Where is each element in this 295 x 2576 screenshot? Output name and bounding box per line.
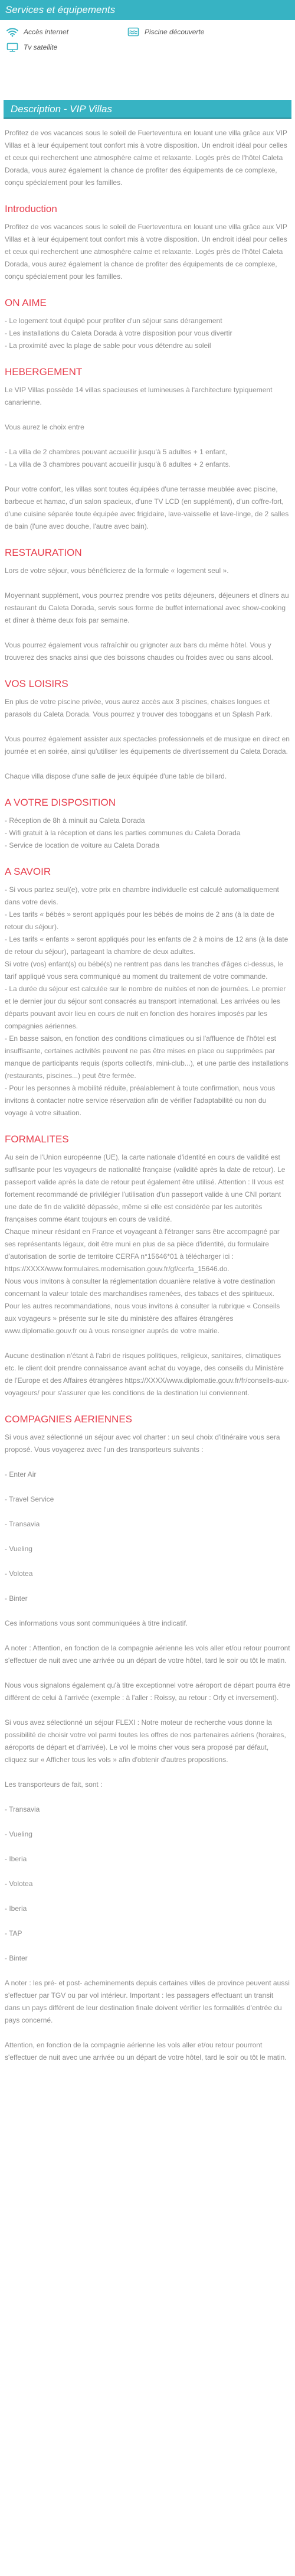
service-item-tv: [6, 41, 127, 54]
paragraph: Si votre (vos) enfant(s) ou bébé(s) ne rentrent pas dans les tranches d'âges ci-dessus, le tarif appliqué vous sera communiqué au moment du traitement de votre commande.: [5, 960, 283, 981]
carrier-list-item: - Enter Air: [5, 1470, 37, 1478]
description-summary: Profitez de vos vacances sous le soleil de Fuerteventura en louant une villa grâce aux VIP Villas et à leur équipement tout confort mis à votre disposition. Un endroit idéal pour celles et ceux qui recherchent une atmosphère calme et relaxante. Logés près de l'hôtel Caleta Dorada, vous aurez également la chance de profiter des équipements de ce complexe, conçu spécialement pour les familles.: [5, 129, 287, 187]
paragraph: Le VIP Villas possède 14 villas spacieuses et lumineuses à l'architecture typiquement canarienne.: [5, 386, 273, 406]
section-heading-introduction: Introduction: [5, 203, 57, 214]
section-heading-restauration: RESTAURATION: [5, 547, 82, 558]
carrier-list-item: - Iberia: [5, 1855, 27, 1863]
services-header: [0, 0, 295, 20]
list-item: - En basse saison, en fonction des conditions climatiques ou si l'affluence de l'hôtel est insuffisante, certaines activités peuvent ne pas être mises en place ou supprimées par manque de participants requis (sports collectifs, mini-club...), et une partie des installations (restaurants, piscines...) peut être fermée.: [5, 1034, 289, 1080]
paragraph: Attention, en fonction de la compagnie aérienne les vols aller et/ou retour pourront s'effectuer de nuit avec une arrivée ou un départ de votre hôtel, tard le soir ou tôt le matin.: [5, 2041, 287, 2062]
service-item-internet: [6, 25, 127, 38]
section-on-aime: [5, 296, 290, 352]
cerfa-url-text: https://XXXX/www.formulaires.modernisation.gouv.fr/gf/cerfa_15646.do.: [5, 1265, 230, 1273]
service-label-tv: Tv satellite: [24, 43, 58, 51]
list-item: - Les installations du Caleta Dorada à votre disposition pour vous divertir: [5, 329, 232, 337]
section-heading-vos-loisirs: VOS LOISIRS: [5, 678, 68, 689]
section-hebergement: [5, 365, 290, 533]
carrier-list-item: - Vueling: [5, 1830, 32, 1838]
paragraph: Moyennant supplément, vous pourrez prendre vos petits déjeuners, déjeuners et dîners au restaurant du Caleta Dorada, servis sous forme de buffet international avec show-cooking et dîner à thème deux fois par semaine.: [5, 591, 289, 624]
list-item: - La villa de 3 chambres pouvant accueillir jusqu'à 6 adultes + 2 enfants.: [5, 460, 231, 468]
paragraph: Si vous avez sélectionné un séjour FLEXI : Notre moteur de recherche vous donne la possibilité de choisir votre vol parmi toutes les offres de nos partenaires aériens (horaires, aéroports de départ et d'arrivée). Le vol le moins cher vous sera proposé par défaut, cliquez sur « Afficher tous les vols » afin d'obtenir d'autres propositions.: [5, 1718, 286, 1764]
paragraph: Ces informations vous sont communiquées à titre indicatif.: [5, 1619, 188, 1627]
paragraph: Nous vous signalons également qu'à titre exceptionnel votre aéroport de départ pourra être différent de celui à l'arrivée (exemple : à l'aller : Roissy, au retour : Orly et inversement).: [5, 1681, 290, 1702]
list-item: - Si vous partez seul(e), votre prix en chambre individuelle est calculé automatiquement dans votre devis.: [5, 885, 279, 906]
section-heading-a-votre-disposition: A VOTRE DISPOSITION: [5, 797, 116, 808]
paragraph: En plus de votre piscine privée, vous aurez accès aux 3 piscines, chaises longues et parasols du Caleta Dorada. Vous pourrez y trouver des toboggans et un Splash Park.: [5, 698, 273, 718]
paragraph: A noter : Attention, en fonction de la compagnie aérienne les vols aller et/ou retour pourront s'effectuer de nuit avec une arrivée ou un départ de votre hôtel, tard le soir ou tôt le matin.: [5, 1644, 290, 1665]
carrier-list-item: - Iberia: [5, 1904, 27, 1913]
list-item: - Les tarifs « enfants » seront appliqués pour les enfants de 2 à moins de 12 ans (à la date de retour du séjour), partageant la chambre de deux adultes.: [5, 935, 289, 956]
paragraph: Vous pourrez également vous rafraîchir ou grignoter aux bars du même hôtel. Vous y trouverez des snacks ainsi que des boissons chaudes ou froides avec ou sans alcool.: [5, 641, 273, 662]
section-heading-a-savoir: A SAVOIR: [5, 866, 51, 877]
paragraph: Les transporteurs de fait, sont :: [5, 1780, 103, 1789]
paragraph: Au sein de l'Union européenne (UE), la carte nationale d'identité en cours de validité est suffisante pour les voyageurs de nationalité française (validité après la date de retour). Le passeport valide après la date de retour peut également être utilisé. Attention : Il vous est fortement recommandé de privilégier l'utilisation d'un passeport valide à une CNI portant une date de fin de validité dépassée, même si elle est considérée par les autorités françaises comme étant toujours en cours de validité.: [5, 1153, 286, 1223]
carrier-list-item: - Binter: [5, 1594, 28, 1603]
list-item: - Réception de 8h à minuit au Caleta Dorada: [5, 816, 145, 825]
description-content: [0, 127, 295, 2064]
carrier-list-item: - Volotea: [5, 1569, 33, 1578]
list-item: - Les tarifs « bébés » seront appliqués pour les bébés de moins de 2 ans (à la date de retour du séjour).: [5, 910, 274, 931]
description-header: [4, 100, 291, 119]
carrier-list-item: - Volotea: [5, 1880, 33, 1888]
list-item: - Wifi gratuit à la réception et dans les parties communes du Caleta Dorada: [5, 829, 241, 837]
paragraph: Vous pourrez également assister aux spectacles professionnels et de musique en direct en journée et en soirée, ainsi qu'utiliser les équipements de divertissement du Caleta Dorada.: [5, 735, 290, 755]
paragraph: Profitez de vos vacances sous le soleil de Fuerteventura en louant une villa grâce aux VIP Villas et à leur équipement tout confort mis à votre disposition. Un endroit idéal pour celles et ceux qui recherchent une atmosphère calme et relaxante. Logés près de l'hôtel Caleta Dorada, vous aurez également la chance de profiter des équipements de ce complexe, conçu spécialement pour les familles.: [5, 223, 287, 281]
paragraph: A noter : les pré- et post- acheminements depuis certaines villes de province peuvent aussi s'effectuer par TGV ou par vol intérieur. Important : les passagers effectuant un transit dans un pays différent de leur destination finale doivent vérifier les formalités d'entrée du pays concerné.: [5, 1979, 290, 2024]
list-item: - La durée du séjour est calculée sur le nombre de nuitées et non de journées. Le premier et le dernier jour du séjour sont consacrés au transport international. Les arrivées ou les départs pouvant avoir lieu en cours de nuit en fonction des horaires imposés par les compagnies aériennes.: [5, 985, 286, 1030]
service-label-pool: Piscine découverte: [145, 28, 205, 36]
list-item: - Le logement tout équipé pour profiter d'un séjour sans dérangement: [5, 317, 222, 325]
list-item: - Service de location de voiture au Caleta Dorada: [5, 841, 160, 849]
carrier-list-item: - Travel Service: [5, 1495, 54, 1503]
paragraph: Si vous avez sélectionné un séjour avec vol charter : un seul choix d'itinéraire vous sera proposé. Vous voyagerez avec l'un des transporteurs suivants :: [5, 1433, 280, 1454]
paragraph: Aucune destination n'étant à l'abri de risques politiques, religieux, sanitaires, climatiques etc. le client doit prendre connaissance avant achat du voyage, des conseils du Ministère de l'Europe et des Affaires étrangères https://XXXX/www.diplomatie.gouv.fr/fr/conseils-aux-voyageurs/ pour s'assurer que les conditions de la destination lui conviennent.: [5, 1351, 290, 1397]
carrier-list-item: - Transavia: [5, 1805, 40, 1813]
paragraph: Pour les autres recommandations, nous vous invitons à consulter la rubrique « Conseils aux voyageurs » présente sur le site du ministère des affaires étrangères www.diplomatie.gouv.fr ou à vous renseigner auprès de votre mairie.: [5, 1302, 280, 1335]
list-item: - Pour les personnes à mobilité réduite, préalablement à toute confirmation, nous vous invitons à contacter notre service réservation afin de vérifier l'adaptabilité ou non du voyage à votre situation.: [5, 1084, 276, 1117]
section-vos-loisirs: [5, 677, 290, 783]
paragraph: Lors de votre séjour, vous bénéficierez de la formule « logement seul ».: [5, 566, 229, 575]
section-heading-formalites: FORMALITES: [5, 1134, 69, 1145]
carrier-list-item: - Vueling: [5, 1545, 32, 1553]
carrier-list-item: - TAP: [5, 1929, 22, 1937]
list-item: - La proximité avec la plage de sable pour vous détendre au soleil: [5, 341, 211, 350]
section-compagnies-aeriennes: [5, 1412, 290, 2064]
pool-icon: [127, 27, 140, 37]
services-title: Services et équipements: [5, 4, 116, 15]
section-heading-compagnies-aeriennes: COMPAGNIES AERIENNES: [5, 1414, 133, 1425]
paragraph: Chaque mineur résidant en France et voyageant à l'étranger sans être accompagné par ses représentants légaux, doit être muni en plus de sa pièce d'identité, du formulaire d'autorisation de sortie de territoire CERFA n°15646*01 à télécharger ici :: [5, 1227, 280, 1261]
paragraph: Vous aurez le choix entre: [5, 423, 84, 431]
service-label-internet: Accès internet: [24, 28, 69, 36]
description-title: Description - VIP Villas: [11, 103, 112, 115]
section-heading-hebergement: HEBERGEMENT: [5, 366, 83, 377]
section-a-savoir: [5, 865, 290, 1119]
paragraph: Pour votre confort, les villas sont toutes équipées d'une terrasse meublée avec piscine, barbecue et hamac, d'un salon spacieux, d'une TV LCD (en supplément), d'un coffre-fort, d'une cuisine séparée toute équipée avec frigidaire, lave-vaisselle et lave-linge, de 2 salles de bain (l'une avec douche, l'autre avec bain).: [5, 485, 289, 530]
services-list: [0, 20, 295, 57]
list-item: - La villa de 2 chambres pouvant accueillir jusqu'à 5 adultes + 1 enfant,: [5, 448, 227, 456]
section-a-votre-disposition: [5, 796, 290, 852]
section-restauration: [5, 546, 290, 664]
paragraph: Nous vous invitons à consulter la réglementation douanière relative à votre destination concernant la valeur totale des marchandises ramenées, des tabacs et des spiritueux.: [5, 1277, 276, 1298]
section-formalites: [5, 1132, 290, 1399]
section-introduction: [5, 202, 290, 283]
carrier-list-item: - Binter: [5, 1954, 28, 1962]
section-heading-on-aime: ON AIME: [5, 297, 47, 308]
tv-icon: [6, 42, 19, 53]
carrier-list-item: - Transavia: [5, 1520, 40, 1528]
service-item-pool: [127, 25, 280, 38]
paragraph: Chaque villa dispose d'une salle de jeux équipée d'une table de billard.: [5, 772, 227, 780]
wifi-icon: [6, 27, 19, 37]
